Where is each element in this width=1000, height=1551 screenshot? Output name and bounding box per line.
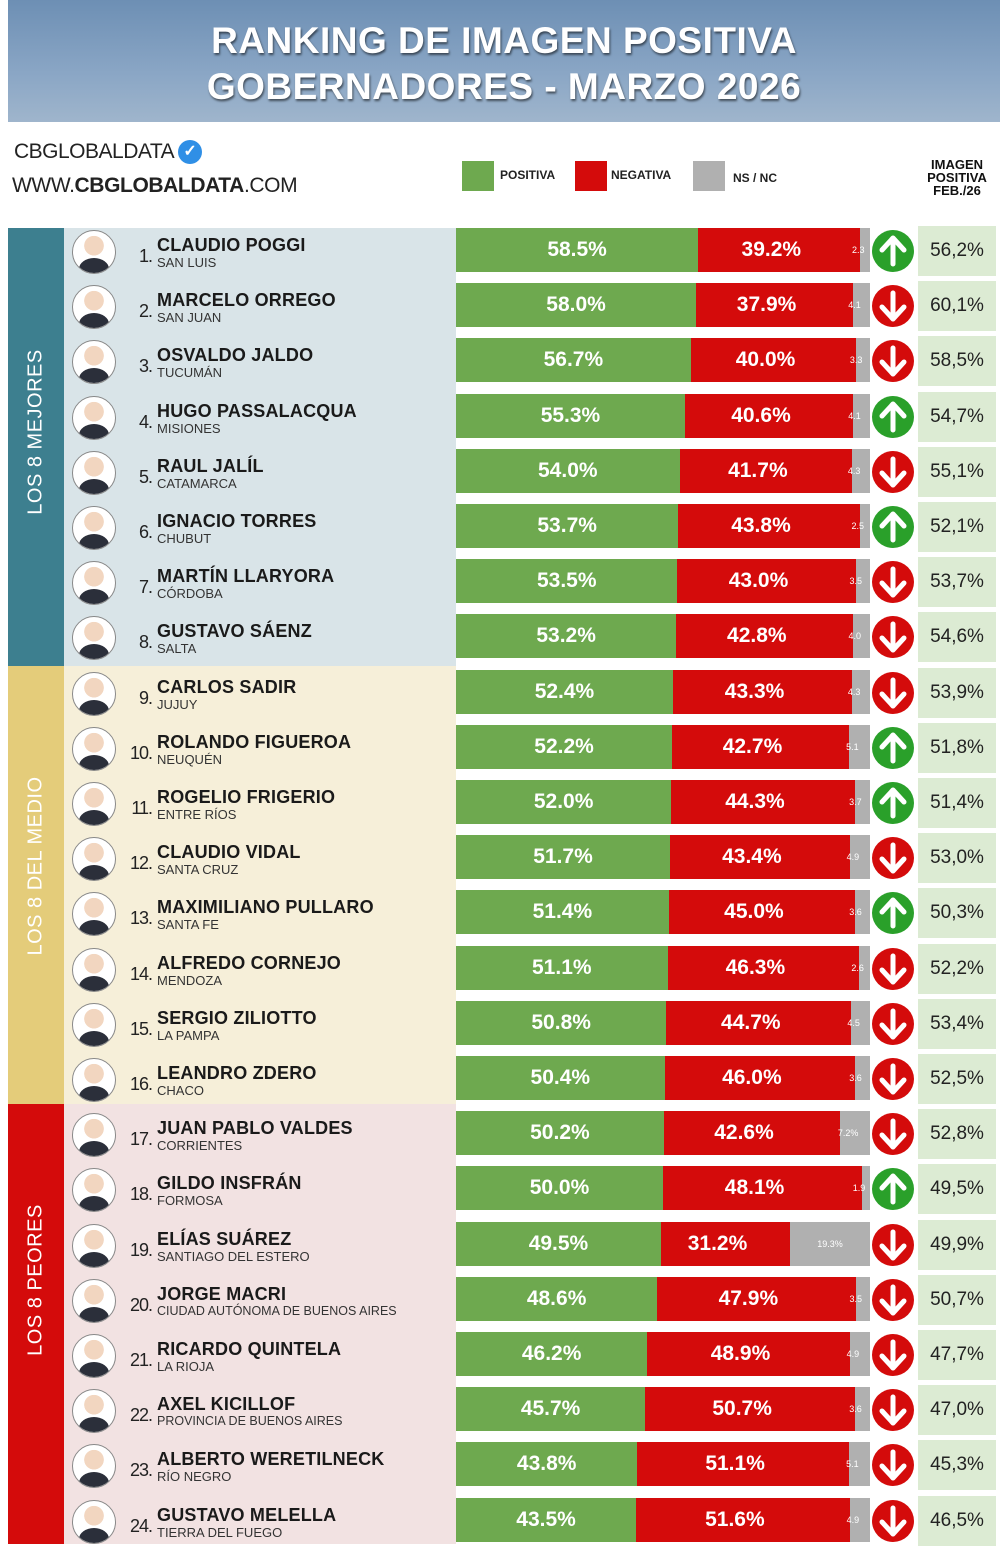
province-name: CÓRDOBA [157,586,223,602]
stacked-bar [456,946,870,990]
province-name: CHUBUT [157,531,212,546]
nsnc-value-label: 4.1 [848,300,861,311]
feb-positive-value: 50,7% [918,1275,996,1325]
stacked-bar [456,1001,870,1045]
arrow-down-icon [872,1500,914,1542]
province-name: SALTA [157,641,197,657]
rank-number: 15. [129,1018,152,1039]
feb-positive-value: 53,9% [918,668,996,718]
arrow-up-icon [872,396,914,438]
negative-value-label: 45.0% [724,900,784,924]
stacked-bar [456,559,870,603]
group-label-worst: LOS 8 PEORES [24,1204,47,1356]
negative-value-label: 31.2% [687,1231,748,1255]
table-row [0,1496,1000,1551]
legend-positive-swatch [462,161,494,191]
feb-positive-value: 50,3% [918,888,996,938]
stacked-bar [456,1111,870,1155]
positive-value-label: 56.7% [543,348,604,372]
rank-number: 6. [138,522,152,542]
governor-name: ROLANDO FIGUEROA [157,731,352,752]
table-row [0,778,1000,833]
nsnc-value-label: 4.1 [848,410,861,421]
website-url[interactable] [12,174,297,198]
governor-name: JORGE MACRI [157,1283,287,1304]
table-row [0,392,1000,447]
nsnc-value-label: 2.3 [851,245,865,255]
governor-name: MARTÍN LLARYORA [157,566,335,587]
negative-value-label: 50.7% [712,1397,772,1421]
table-row [0,944,1000,999]
province-name: JUJUY [157,696,198,712]
negative-value-label: 48.9% [710,1342,771,1365]
negative-value-label: 42.8% [727,624,787,648]
feb-positive-value: 52,5% [918,1054,996,1104]
governor-name: OSVALDO JALDO [157,345,314,366]
arrow-down-icon [872,1003,914,1045]
table-row [0,888,1000,943]
feb-positive-value: 47,7% [918,1330,996,1380]
positive-value-label: 51.4% [532,900,593,924]
negative-value-label: 48.1% [724,1176,785,1200]
avatar [72,396,116,440]
legend-negative-swatch [575,161,607,191]
url-prefix: WWW. [12,174,75,197]
stacked-bar [456,890,870,934]
governor-name: RAUL JALÍL [157,455,264,476]
header [8,0,1000,122]
arrow-up-icon [872,506,914,548]
nsnc-value-label: 4.9 [846,1514,860,1525]
nsnc-value-label: 4.0 [848,631,861,642]
governor-name: GUSTAVO SÁENZ [157,621,312,642]
avatar [72,1113,116,1157]
table-row [0,1385,1000,1440]
stacked-bar [456,1498,870,1542]
negative-value-label: 43.0% [728,569,789,593]
rank-number: 24. [129,1515,152,1536]
negative-value-label: 42.6% [714,1121,774,1145]
negative-value-label: 40.6% [731,403,791,427]
table-row [0,668,1000,723]
province-name: CHACO [157,1083,204,1098]
nsnc-value-label: 4.3 [847,465,861,476]
positive-value-label: 51.1% [532,955,592,979]
nsnc-value-label: 3.6 [849,1073,862,1083]
feb-positive-value: 49,5% [918,1164,996,1214]
group-label-best: LOS 8 MEJORES [24,349,47,515]
stacked-bar [456,1222,870,1266]
feb-header-line-3: FEB./26 [933,183,981,198]
feb-positive-value: 54,6% [918,612,996,662]
governor-name: SERGIO ZILIOTTO [157,1007,317,1028]
feb-header-line-2: POSITIVA [927,170,987,185]
arrow-down-icon [872,1113,914,1155]
negative-value-label: 39.2% [741,238,802,261]
arrow-down-icon [872,837,914,879]
arrow-up-icon [872,727,914,769]
negative-value-label: 43.4% [722,845,782,869]
rank-number: 5. [138,466,152,487]
negative-value-label: 47.9% [718,1286,779,1310]
province-name: MISIONES [157,420,221,436]
province-name: ENTRE RÍOS [157,807,237,822]
nsnc-value-label: 2.5 [851,521,865,531]
rank-number: 11. [131,798,152,818]
table-row [0,502,1000,557]
avatar [72,1058,116,1102]
arrow-up-icon [872,782,914,824]
avatar [72,727,116,771]
arrow-down-icon [872,1279,914,1321]
avatar [72,1003,116,1047]
rank-number: 3. [138,356,152,377]
table-row [0,336,1000,391]
province-name: SANTA FE [157,917,219,933]
governor-name: CLAUDIO VIDAL [157,842,301,863]
province-name: SANTA CRUZ [157,862,239,878]
feb-column-header [918,158,996,197]
avatar [72,837,116,881]
rank-number: 14. [129,963,152,984]
province-name: RÍO NEGRO [157,1469,232,1485]
rank-number: 1. [138,246,152,266]
avatar [72,1334,116,1378]
negative-value-label: 40.0% [735,348,796,372]
governor-name: AXEL KICILLOF [157,1394,296,1415]
rank-number: 4. [138,411,152,432]
governor-name: ROGELIO FRIGERIO [157,787,336,807]
feb-positive-value: 52,8% [918,1109,996,1159]
positive-value-label: 50.4% [530,1066,591,1089]
avatar [72,1168,116,1212]
title-line-2: GOBERNADORES - MARZO 2026 [206,66,802,107]
governor-name: GILDO INSFRÁN [157,1173,302,1194]
title-line-1: RANKING DE IMAGEN POSITIVA [211,20,797,61]
province-name: SAN JUAN [157,310,222,326]
positive-value-label: 52.0% [533,790,594,813]
avatar [72,892,116,936]
arrow-down-icon [872,1334,914,1376]
rank-number: 20. [129,1294,152,1315]
rank-number: 22. [129,1405,152,1426]
avatar [72,1279,116,1323]
negative-value-label: 43.8% [731,514,791,537]
arrow-down-icon [872,1444,914,1486]
governor-name: CLAUDIO POGGI [157,235,306,255]
province-name: SANTIAGO DEL ESTERO [157,1248,310,1264]
table-row [0,1330,1000,1385]
verified-check-icon: ✓ [178,140,202,164]
positive-value-label: 53.7% [537,514,597,537]
brand [14,140,202,164]
avatar [72,561,116,605]
arrow-down-icon [872,616,914,658]
positive-value-label: 48.6% [526,1286,587,1310]
table-row [0,281,1000,336]
province-name: NEUQUÉN [157,751,223,767]
positive-value-label: 50.2% [530,1121,590,1145]
positive-value-label: 46.2% [521,1342,582,1365]
stacked-bar [456,1166,870,1210]
avatar [72,451,116,495]
nsnc-value-label: 3.6 [849,907,862,918]
governor-name: JUAN PABLO VALDES [157,1118,353,1139]
arrow-down-icon [872,340,914,382]
stacked-bar [456,504,870,548]
province-name: TUCUMÁN [157,365,222,381]
table-row [0,1164,1000,1219]
nsnc-value-label: 3.7 [849,797,862,807]
positive-value-label: 53.5% [536,569,597,593]
stacked-bar [456,228,870,272]
table-row [0,557,1000,612]
negative-value-label: 46.3% [725,955,786,979]
feb-positive-value: 54,7% [918,392,996,442]
feb-positive-value: 51,8% [918,723,996,773]
table-row [0,999,1000,1054]
stacked-bar [456,283,870,327]
negative-value-label: 43.3% [724,679,785,703]
positive-value-label: 55.3% [540,403,601,427]
feb-positive-value: 60,1% [918,281,996,331]
table-row [0,1054,1000,1109]
rank-number: 13. [129,908,152,929]
legend-nsnc-label: NS / NC [733,171,778,185]
negative-value-label: 41.7% [728,458,788,482]
arrow-up-icon [872,892,914,934]
nsnc-value-label: 3.3 [849,355,863,366]
province-name: LA PAMPA [157,1027,220,1043]
avatar [72,948,116,992]
stacked-bar [456,338,870,382]
rank-number: 12. [129,853,152,874]
arrow-down-icon [872,672,914,714]
stacked-bar [456,780,870,824]
feb-positive-value: 53,7% [918,557,996,607]
nsnc-value-label: 7.2% [837,1128,859,1139]
negative-value-label: 37.9% [736,293,797,317]
positive-value-label: 50.0% [529,1176,590,1200]
nsnc-value-label: 5.1 [846,1459,859,1470]
table-row [0,612,1000,667]
stacked-bar [456,614,870,658]
negative-value-label: 42.7% [722,734,783,758]
rank-number: 21. [129,1350,152,1370]
feb-positive-value: 51,4% [918,778,996,828]
stacked-bar [456,394,870,438]
positive-value-label: 49.5% [528,1231,589,1255]
url-suffix: .COM [243,174,298,197]
governor-name: ALFREDO CORNEJO [157,952,342,973]
positive-value-label: 43.8% [516,1452,577,1476]
governor-name: HUGO PASSALACQUA [157,400,357,421]
stacked-bar [456,835,870,879]
feb-positive-value: 46,5% [918,1496,996,1546]
avatar [72,1444,116,1488]
arrow-down-icon [872,948,914,990]
negative-value-label: 51.1% [705,1452,765,1476]
rank-number: 8. [138,632,152,653]
rank-number: 17. [129,1129,152,1150]
province-name: CIUDAD AUTÓNOMA DE BUENOS AIRES [157,1303,397,1318]
stacked-bar [456,1056,870,1100]
negative-value-label: 44.3% [725,790,785,813]
positive-value-label: 58.5% [547,238,607,261]
stacked-bar [456,1442,870,1486]
arrow-down-icon [872,285,914,327]
arrow-down-icon [872,561,914,603]
avatar [72,616,116,660]
governor-name: GUSTAVO MELELLA [157,1504,337,1525]
table-row [0,723,1000,778]
feb-positive-value: 56,2% [918,226,996,276]
rank-number: 7. [138,577,152,598]
avatar [72,230,116,274]
rank-number: 16. [129,1074,152,1094]
table-row [0,226,1000,281]
group-label-middle: LOS 8 DEL MEDIO [24,776,47,956]
stacked-bar [456,1387,870,1431]
stacked-bar [456,725,870,769]
feb-positive-value: 45,3% [918,1440,996,1490]
avatar [72,285,116,329]
feb-header-line-1: IMAGEN [931,157,983,172]
feb-positive-value: 53,0% [918,833,996,883]
url-brand: CBGLOBALDATA [74,174,244,197]
positive-value-label: 52.2% [534,734,594,758]
nsnc-value-label: 4.5 [847,1017,860,1028]
feb-positive-value: 47,0% [918,1385,996,1435]
governor-name: ELÍAS SUÁREZ [157,1228,292,1249]
stacked-bar [456,1332,870,1376]
negative-value-label: 44.7% [721,1010,781,1034]
governor-name: IGNACIO TORRES [157,511,317,531]
governor-name: RICARDO QUINTELA [157,1339,342,1359]
province-name: CORRIENTES [157,1138,243,1154]
positive-value-label: 51.7% [533,845,593,869]
legend-positive-label: POSITIVA [500,168,556,182]
avatar [72,1389,116,1433]
feb-positive-value: 52,2% [918,944,996,994]
feb-positive-value: 52,1% [918,502,996,552]
table-row [0,447,1000,502]
arrow-down-icon [872,1389,914,1431]
province-name: LA RIOJA [157,1359,215,1374]
governor-name: CARLOS SADIR [157,676,297,697]
rank-number: 19. [129,1239,152,1260]
feb-positive-value: 58,5% [918,336,996,386]
negative-value-label: 46.0% [722,1066,782,1089]
stacked-bar [456,449,870,493]
avatar [72,340,116,384]
stacked-bar [456,1277,870,1321]
table-row [0,1220,1000,1275]
avatar [72,782,116,826]
nsnc-value-label: 3.5 [849,1293,862,1304]
negative-value-label: 51.6% [705,1507,765,1531]
governor-name: ALBERTO WERETILNECK [157,1449,385,1470]
arrow-up-icon [872,1168,914,1210]
nsnc-value-label: 5.1 [846,741,859,752]
nsnc-value-label: 4.3 [847,686,861,697]
province-name: CATAMARCA [157,475,237,491]
nsnc-value-label: 3.6 [849,1404,862,1415]
feb-positive-value: 53,4% [918,999,996,1049]
feb-positive-value: 55,1% [918,447,996,497]
avatar [72,672,116,716]
table-row [0,1275,1000,1330]
positive-value-label: 43.5% [516,1507,576,1531]
governor-name: LEANDRO ZDERO [157,1063,317,1083]
province-name: FORMOSA [157,1193,223,1209]
rank-number: 10. [129,742,152,763]
table-row [0,833,1000,888]
province-name: SAN LUIS [157,255,217,270]
rank-number: 18. [129,1184,152,1205]
positive-value-label: 45.7% [520,1397,581,1421]
legend-nsnc-swatch [693,161,725,191]
nsnc-value-label: 4.9 [846,1349,860,1359]
avatar [72,1500,116,1544]
nsnc-value-label: 2.6 [851,962,864,973]
nsnc-value-label: 19.3% [817,1238,843,1249]
nsnc-value-label: 1.9 [852,1183,866,1194]
brand-name: CBGLOBALDATA [14,140,175,163]
avatar [72,1224,116,1268]
rank-number: 23. [129,1460,152,1481]
positive-value-label: 52.4% [534,679,595,703]
positive-value-label: 58.0% [546,293,606,317]
positive-value-label: 53.2% [536,624,596,648]
arrow-down-icon [872,1058,914,1100]
legend-negative-label: NEGATIVA [611,168,672,182]
rank-number: 9. [138,687,152,708]
arrow-down-icon [872,1224,914,1266]
feb-positive-value: 49,9% [918,1220,996,1270]
arrow-up-icon [872,230,914,272]
avatar [72,506,116,550]
rank-number: 2. [138,301,152,322]
governor-name: MAXIMILIANO PULLARO [157,897,374,918]
positive-value-label: 54.0% [538,458,598,482]
positive-value-label: 50.8% [531,1010,591,1034]
province-name: TIERRA DEL FUEGO [157,1524,283,1540]
province-name: PROVINCIA DE BUENOS AIRES [157,1414,343,1429]
arrow-down-icon [872,451,914,493]
table-row [0,1440,1000,1495]
nsnc-value-label: 4.9 [846,852,860,863]
table-row [0,1109,1000,1164]
stacked-bar [456,670,870,714]
province-name: MENDOZA [157,972,222,988]
governor-name: MARCELO ORREGO [157,290,336,311]
nsnc-value-label: 3.5 [849,576,862,587]
